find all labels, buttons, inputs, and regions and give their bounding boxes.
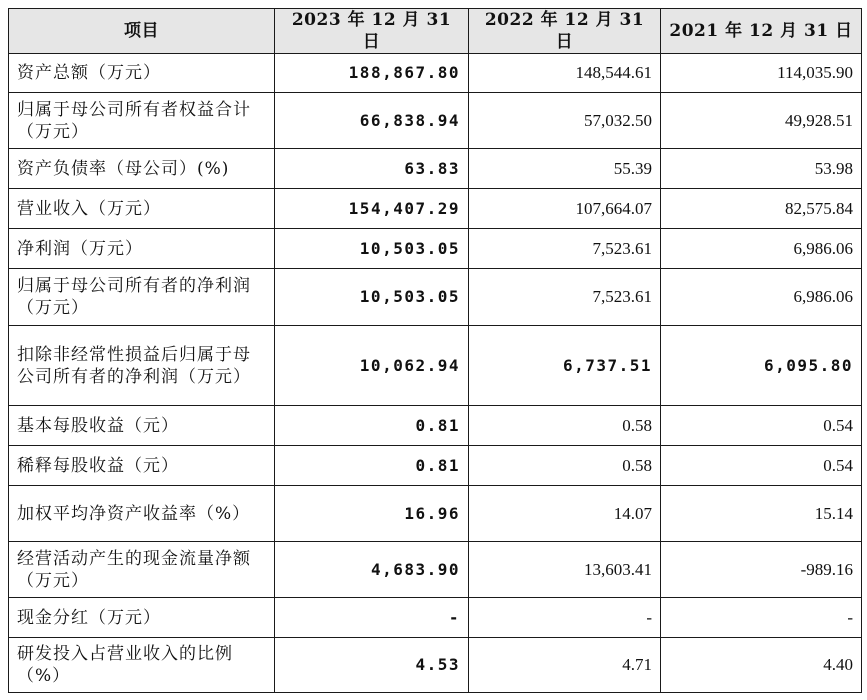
value-2021: 0.54 (661, 446, 862, 486)
table-row (9, 93, 862, 149)
value-2022: 0.58 (469, 406, 661, 446)
header-item: 项目 (9, 9, 275, 54)
value-2021: 53.98 (661, 149, 862, 189)
value-2021: 6,095.80 (661, 326, 862, 406)
header-2021: 2021 年 12 月 31 日 (661, 9, 862, 54)
table-row (9, 149, 862, 189)
table-row (9, 638, 862, 693)
value-2023: 10,503.05 (275, 269, 469, 326)
table-row (9, 269, 862, 326)
value-2023: 0.81 (275, 446, 469, 486)
value-2023: 0.81 (275, 406, 469, 446)
value-2022: 4.71 (469, 638, 661, 693)
row-label: 归属于母公司所有者的净利润（万元） (9, 269, 275, 326)
financial-summary-table (8, 8, 862, 693)
row-label: 归属于母公司所有者权益合计（万元） (9, 93, 275, 149)
value-2022: 0.58 (469, 446, 661, 486)
row-label: 加权平均净资产收益率（%） (9, 486, 275, 542)
value-2023: 63.83 (275, 149, 469, 189)
table-row (9, 486, 862, 542)
value-2022: 7,523.61 (469, 269, 661, 326)
value-2023: 4.53 (275, 638, 469, 693)
value-2023: 10,062.94 (275, 326, 469, 406)
value-2022: 14.07 (469, 486, 661, 542)
value-2021: 82,575.84 (661, 189, 862, 229)
row-label: 现金分红（万元） (9, 598, 275, 638)
value-2023: 188,867.80 (275, 54, 469, 93)
value-2021: -989.16 (661, 542, 862, 598)
table-row (9, 406, 862, 446)
header-2023: 2023 年 12 月 31 日 (275, 9, 469, 54)
value-2022: 57,032.50 (469, 93, 661, 149)
value-2021: 6,986.06 (661, 269, 862, 326)
value-2022: 6,737.51 (469, 326, 661, 406)
row-label: 稀释每股收益（元） (9, 446, 275, 486)
row-label: 研发投入占营业收入的比例（%） (9, 638, 275, 693)
row-label: 营业收入（万元） (9, 189, 275, 229)
value-2023: 154,407.29 (275, 189, 469, 229)
table-header (9, 9, 862, 54)
value-2021: 114,035.90 (661, 54, 862, 93)
value-2023: 4,683.90 (275, 542, 469, 598)
header-2022: 2022 年 12 月 31 日 (469, 9, 661, 54)
header-row (9, 9, 862, 54)
row-label: 扣除非经常性损益后归属于母公司所有者的净利润（万元） (9, 326, 275, 406)
value-2022: 55.39 (469, 149, 661, 189)
row-label: 净利润（万元） (9, 229, 275, 269)
value-2023: - (275, 598, 469, 638)
value-2022: - (469, 598, 661, 638)
value-2023: 10,503.05 (275, 229, 469, 269)
value-2022: 7,523.61 (469, 229, 661, 269)
value-2022: 13,603.41 (469, 542, 661, 598)
value-2021: 6,986.06 (661, 229, 862, 269)
table-row (9, 326, 862, 406)
table-row (9, 446, 862, 486)
table-row (9, 598, 862, 638)
table-row (9, 189, 862, 229)
value-2021: - (661, 598, 862, 638)
table-body (9, 54, 862, 693)
value-2021: 0.54 (661, 406, 862, 446)
value-2023: 16.96 (275, 486, 469, 542)
table-row (9, 542, 862, 598)
row-label: 基本每股收益（元） (9, 406, 275, 446)
value-2021: 4.40 (661, 638, 862, 693)
table-row (9, 54, 862, 93)
value-2021: 15.14 (661, 486, 862, 542)
row-label: 资产负债率（母公司）(%) (9, 149, 275, 189)
row-label: 资产总额（万元） (9, 54, 275, 93)
row-label: 经营活动产生的现金流量净额（万元） (9, 542, 275, 598)
value-2022: 107,664.07 (469, 189, 661, 229)
value-2021: 49,928.51 (661, 93, 862, 149)
table-row (9, 229, 862, 269)
value-2023: 66,838.94 (275, 93, 469, 149)
value-2022: 148,544.61 (469, 54, 661, 93)
